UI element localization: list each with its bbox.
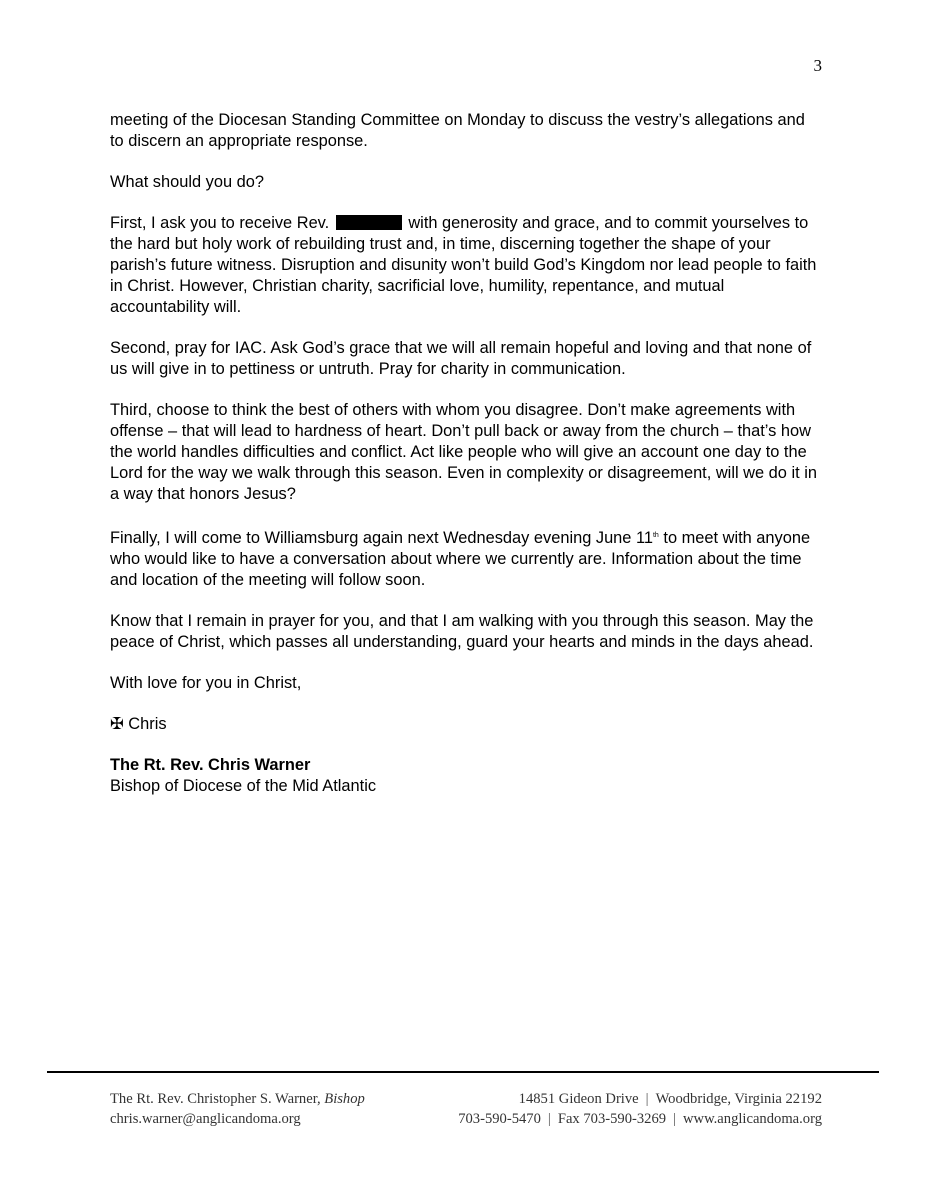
footer-separator: |	[547, 1111, 551, 1127]
footer-city: Woodbridge, Virginia 22192	[655, 1091, 822, 1107]
footer-row-1	[110, 1089, 822, 1109]
footer-phone: 703-590-5470	[458, 1111, 541, 1127]
letterhead-footer	[110, 1089, 822, 1129]
paragraph-finally-rest: to meet with anyone who would like to have a conversation about where we currently are. Information about the time and location of the meeting will follow soon.	[110, 529, 811, 589]
footer-row-2	[110, 1109, 822, 1129]
footer-fax: Fax 703-590-3269	[557, 1111, 667, 1127]
paragraph-question: What should you do?	[110, 173, 264, 191]
letter-body	[110, 110, 822, 797]
paragraph-finally	[110, 525, 822, 591]
paragraph-finally-lead: Finally, I will come to Williamsburg again next Wednesday evening June 11	[110, 529, 653, 547]
paragraph-first-rest: with generosity and grace, and to commit yourselves to the hard but holy work of rebuilding trust and, in time, discerning together the shape of your parish’s future witness. Disruption and disunity won’t build God’s Kingdom nor lead people to faith in Christ. However, Christian charity, sacrificial love, humility, repentance, and mutual accountability will.	[110, 214, 817, 316]
signer-title: Bishop of Diocese of the Mid Atlantic	[110, 777, 377, 795]
paragraph-second: Second, pray for IAC. Ask God’s grace that we will all remain hopeful and loving and that none of us will give in to pettiness or untruth. Pray for charity in communication.	[110, 339, 812, 378]
footer-divider	[47, 1071, 879, 1073]
paragraph-blessing: Know that I remain in prayer for you, and that I am walking with you through this season. May the peace of Christ, which passes all understanding, guard your hearts and minds in the days ahead.	[110, 612, 814, 651]
footer-website[interactable]: www.anglicandoma.org	[682, 1111, 822, 1127]
ordinal-suffix: th	[652, 532, 659, 539]
footer-separator: |	[645, 1091, 649, 1107]
footer-email[interactable]: chris.warner@anglicandoma.org	[110, 1111, 301, 1127]
page-number: 3	[813, 56, 822, 75]
footer-sender	[110, 1089, 365, 1109]
paragraph-continuation: meeting of the Diocesan Standing Committee on Monday to discuss the vestry’s allegations and to discern an appropriate response.	[110, 111, 805, 150]
footer-separator: |	[673, 1111, 676, 1127]
paragraph-first-lead: First, I ask you to receive Rev.	[110, 214, 330, 232]
footer-address	[519, 1089, 822, 1109]
footer-sender-name: The Rt. Rev. Christopher S. Warner,	[110, 1091, 321, 1107]
footer-contact	[458, 1109, 822, 1129]
paragraph-third: Third, choose to think the best of others with whom you disagree. Don’t make agreements with offense – that will lead to hardness of heart. Don’t pull back or away from the church – that’s how the world handles difficulties and conflict. Act like people who will give an account one day to the Lord for the way we walk through this season. Even in complexity or disagreement, will we do it in a way that honors Jesus?	[110, 401, 817, 503]
signature-line: ✠ Chris	[110, 715, 167, 733]
paragraph-first	[110, 213, 822, 318]
closing-line: With love for you in Christ,	[110, 674, 302, 692]
footer-sender-role: Bishop	[324, 1091, 365, 1107]
redaction-bar	[336, 215, 402, 230]
footer-street: 14851 Gideon Drive	[518, 1091, 639, 1107]
signer-name: The Rt. Rev. Chris Warner	[110, 756, 311, 774]
